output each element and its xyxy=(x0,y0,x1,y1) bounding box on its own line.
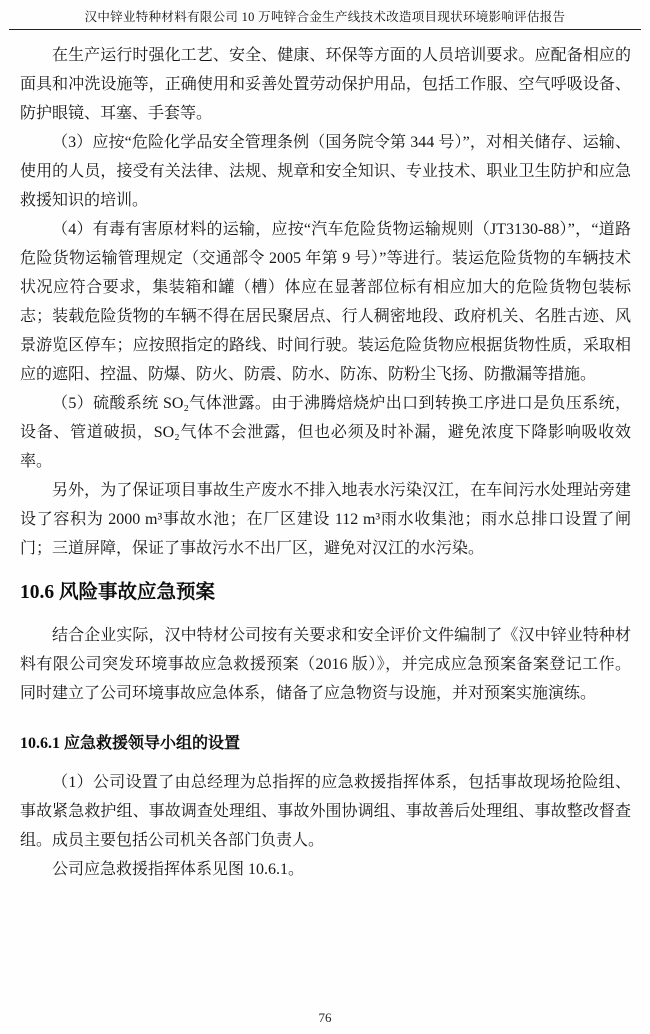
page-number: 76 xyxy=(318,1010,332,1025)
paragraph-training-requirements: 在生产运行时强化工艺、安全、健康、环保等方面的人员培训要求。应配备相应的面具和冲洗设施等，正确使用和妥善处置劳动保护用品，包括工作服、空气呼吸设备、防护眼镜、耳塞、手套等。 xyxy=(20,47,631,122)
paragraph-figure-reference: 公司应急救援指挥体系见图 10.6.1。 xyxy=(52,861,305,878)
paragraph-item-3-chemical-regulation: （3）应按“危险化学品安全管理条例（国务院令第 344 号）”，对相关储存、运输、使用的人员，接受有关法律、法规、规章和安全知识、专业技术、职业卫生防护和应急救援知识的培训。 xyxy=(20,134,631,209)
page-header-title: 汉中锌业特种材料有限公司 10 万吨锌合金生产线技术改造项目现状环境影响评估报告 xyxy=(84,10,566,24)
paragraph-item-4-transport: （4）有毒有害原材料的运输，应按“汽车危险货物运输规则（JT3130-88）”，“道路危险货物运输管理规定（交通部令 2005 年第 9 号）”等进行。装运危险货物的车辆技术状况应符合要求，集装箱和罐（槽）体应在显著部位标有相应加大的危险货物包装标志；装载危险货物的车辆不得在居民聚居点、行人稠密地段、政府机关、名胜古迹、风景游览区停车；应按照指定的路线、时间行驶。装运危险货物应根据货物性质，采取相应的遮阳、控温、防爆、防火、防震、防水、防冻、防粉尘飞扬、防撒漏等措施。 xyxy=(20,221,631,383)
section-heading-10-6-1: 10.6.1 应急救援领导小组的设置 xyxy=(20,735,241,752)
paragraph-emergency-plan: 结合企业实际，汉中特材公司按有关要求和安全评价文件编制了《汉中锌业特种材料有限公司突发环境事故应急救援预案（2016 版）》，并完成应急预案备案登记工作。同时建立了公司环境事故应急体系，储备了应急物资与设施，并对预案实施演练。 xyxy=(20,627,631,702)
document-body xyxy=(0,30,650,884)
paragraph-rescue-leading-group: （1）公司设置了由总经理为总指挥的应急救援指挥体系，包括事故现场抢险组、事故紧急救护组、事故调查处理组、事故外围协调组、事故善后处理组、事故整改督查组。成员主要包括公司机关各部门负责人。 xyxy=(20,774,631,849)
section-heading-10-6: 10.6 风险事故应急预案 xyxy=(20,582,216,603)
paragraph-accident-wastewater: 另外，为了保证项目事故生产废水不排入地表水污染汉江，在车间污水处理站旁建设了容积为 2000 m³事故水池；在厂区建设 112 m³雨水收集池；雨水总排口设置了闸门；三道屏障，保证了事故污水不出厂区，避免对汉江的水污染。 xyxy=(20,482,631,557)
paragraph-item-5-so2-leak: （5）硫酸系统 SO₂气体泄露。由于沸腾焙烧炉出口到转换工序进口是负压系统，设备、管道破损，SO₂气体不会泄露，但也必须及时补漏，避免浓度下降影响吸收效率。 xyxy=(20,395,631,470)
